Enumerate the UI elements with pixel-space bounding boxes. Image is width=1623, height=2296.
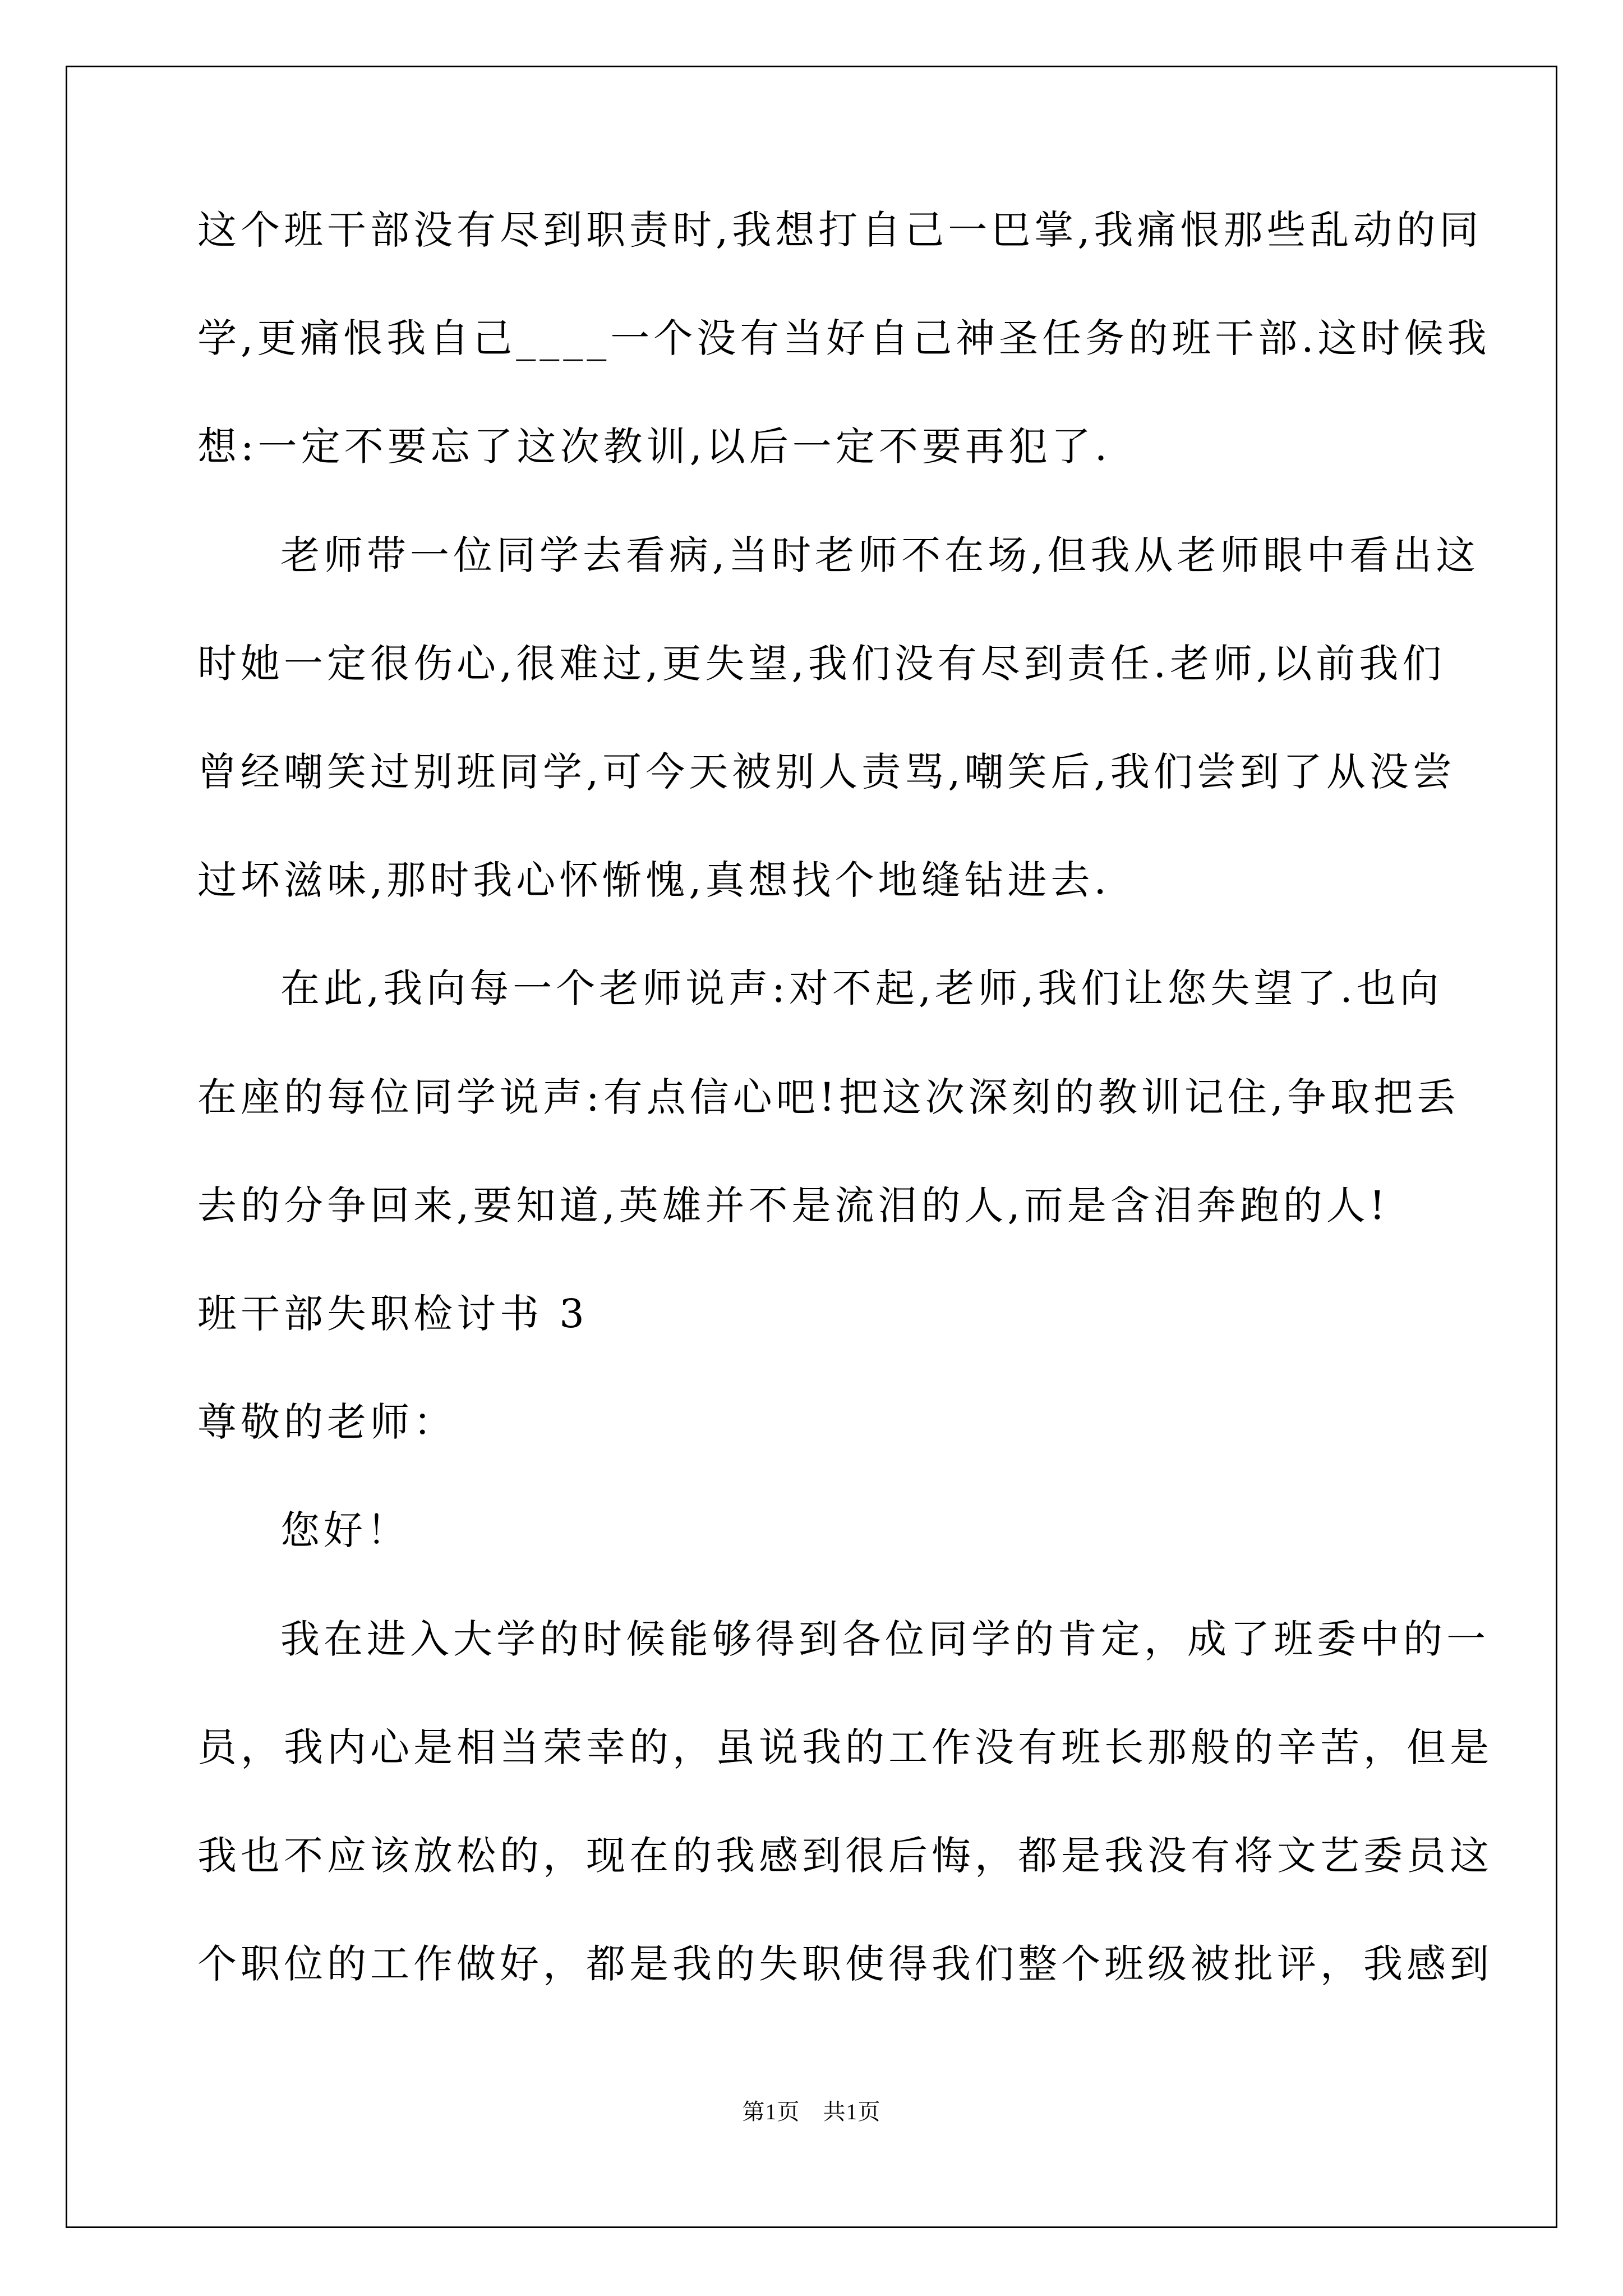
paragraph-first-line: 在此,我向每一个老师说声:对不起,老师,我们让您失望了.也向 — [280, 965, 1443, 1011]
text-line: 在座的每位同学说声:有点信心吧!把这次深刻的教训记住,争取把丢 — [197, 1074, 1460, 1120]
text-line: 时她一定很伤心,很难过,更失望,我们没有尽到责任.老师,以前我们 — [197, 641, 1446, 687]
paragraph-first-line: 我在进入大学的时候能够得到各位同学的肯定，成了班委中的一 — [280, 1616, 1490, 1662]
salutation: 尊敬的老师： — [197, 1399, 457, 1445]
section-title: 班干部失职检讨书 3 — [197, 1291, 588, 1337]
text-line: 曾经嘲笑过别班同学,可今天被别人责骂,嘲笑后,我们尝到了从没尝 — [197, 749, 1456, 795]
text-line: 去的分争回来,要知道,英雄并不是流泪的人,而是含泪奔跑的人! — [197, 1182, 1389, 1228]
text-line: 学,更痛恨我自己____一个没有当好自己神圣任务的班干部.这时候我 — [197, 315, 1491, 361]
text-line: 我也不应该放松的，现在的我感到很后悔，都是我没有将文艺委员这 — [197, 1833, 1493, 1879]
greeting: 您好！ — [280, 1507, 410, 1553]
page-border — [66, 66, 1557, 2228]
text-line: 这个班干部没有尽到职责时,我想打自己一巴掌,我痛恨那些乱动的同 — [197, 207, 1483, 253]
page-number-footer: 第1页 共1页 — [742, 2099, 881, 2124]
text-line: 想:一定不要忘了这次教训,以后一定不要再犯了. — [197, 424, 1112, 470]
paragraph-first-line: 老师带一位同学去看病,当时老师不在场,但我从老师眼中看出这 — [280, 532, 1479, 578]
text-line: 员，我内心是相当荣幸的，虽说我的工作没有班长那般的辛苦，但是 — [197, 1724, 1493, 1770]
text-line: 个职位的工作做好，都是我的失职使得我们整个班级被批评，我感到 — [197, 1941, 1493, 1987]
text-line: 过坏滋味,那时我心怀惭愧,真想找个地缝钻进去. — [197, 857, 1110, 903]
